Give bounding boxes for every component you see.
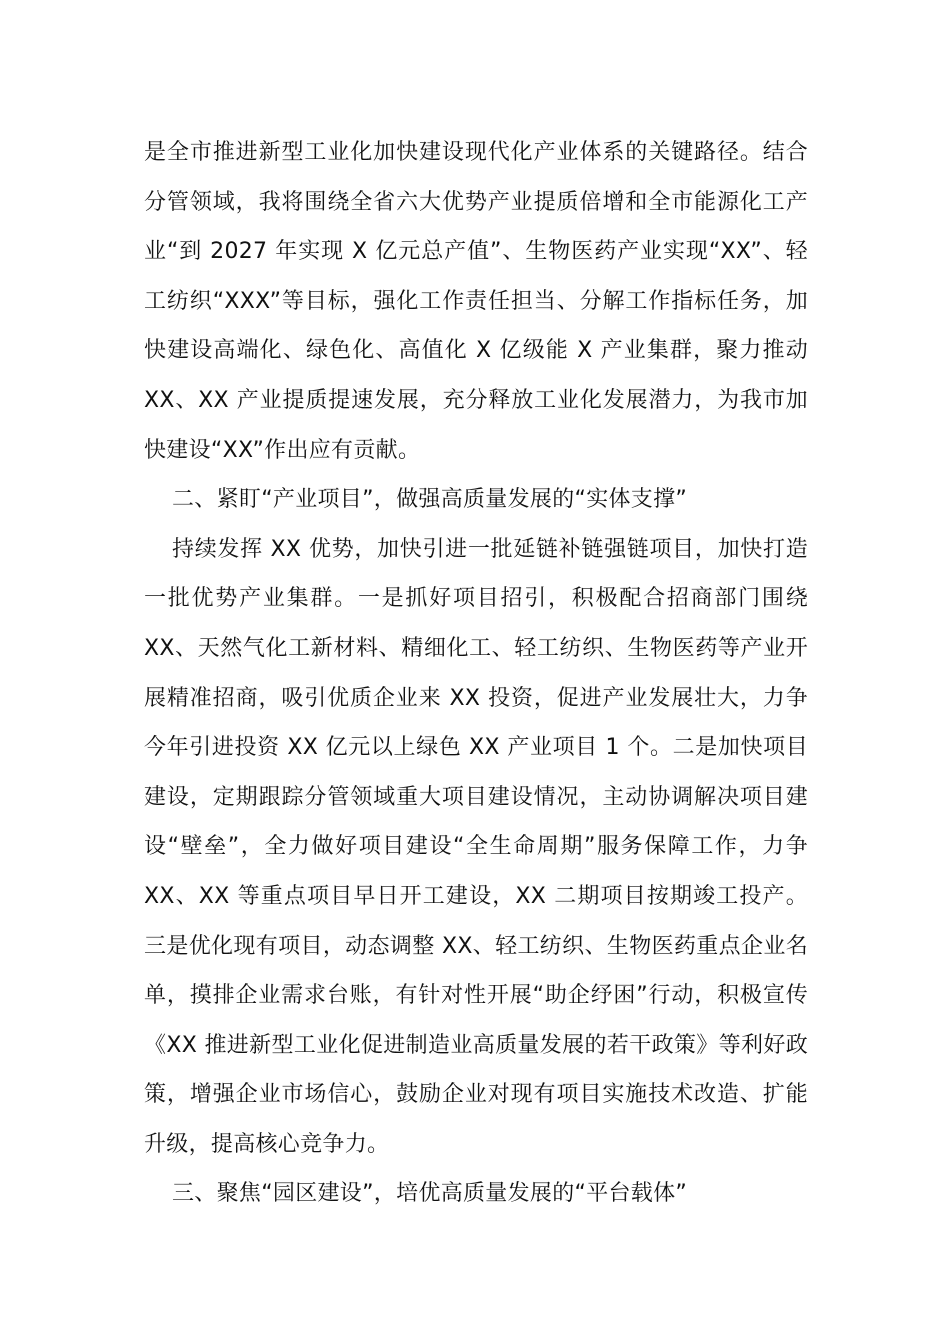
- section-heading-2: 二、紧盯“产业项目”，做强高质量发展的“实体支撑”: [172, 487, 688, 513]
- paragraph-continued: 是全市推进新型工业化加快建设现代化产业体系的关键路径。结合分管领域，我将围绕全省六大优势产业提质倍增和全市能源化工产业“到 2027 年实现 X 亿元总产值”、生物医药产业实现“XX”、轻工纺织“XXX”等目标，强化工作责任担当、分解工作指标任务，加快建设高端化、绿色化、高值化 X 亿级能 X 产业集群，聚力推动XX、XX 产业提质提速发展，充分释放工业化发展潜力，为我市加快建设“XX”作出应有贡献。: [144, 140, 808, 463]
- paragraph-industry-projects: 持续发挥 XX 优势，加快引进一批延链补链强链项目，加快打造一批优势产业集群。一是抓好项目招引，积极配合招商部门围绕XX、天然气化工新材料、精细化工、轻工纺织、生物医药等产业开展精准招商，吸引优质企业来 XX 投资，促进产业发展壮大，力争今年引进投资 XX 亿元以上绿色 XX 产业项目 1 个。二是加快项目建设，定期跟踪分管领域重大项目建设情况，主动协调解决项目建设“壁垒”，全力做好项目建设“全生命周期”服务保障工作，力争XX、XX 等重点项目早日开工建设，XX 二期项目按期竣工投产。三是优化现有项目，动态调整 XX、轻工纺织、生物医药重点企业名单，摸排企业需求台账，有针对性开展“助企纾困”行动，积极宣传《XX 推进新型工业化促进制造业高质量发展的若干政策》等利好政策，增强企业市场信心，鼓励企业对现有项目实施技术改造、扩能升级，提高核心竞争力。: [144, 536, 808, 1157]
- document-body: [144, 128, 808, 1219]
- section-heading-3: 三、聚焦“园区建设”，培优高质量发展的“平台载体”: [172, 1181, 688, 1207]
